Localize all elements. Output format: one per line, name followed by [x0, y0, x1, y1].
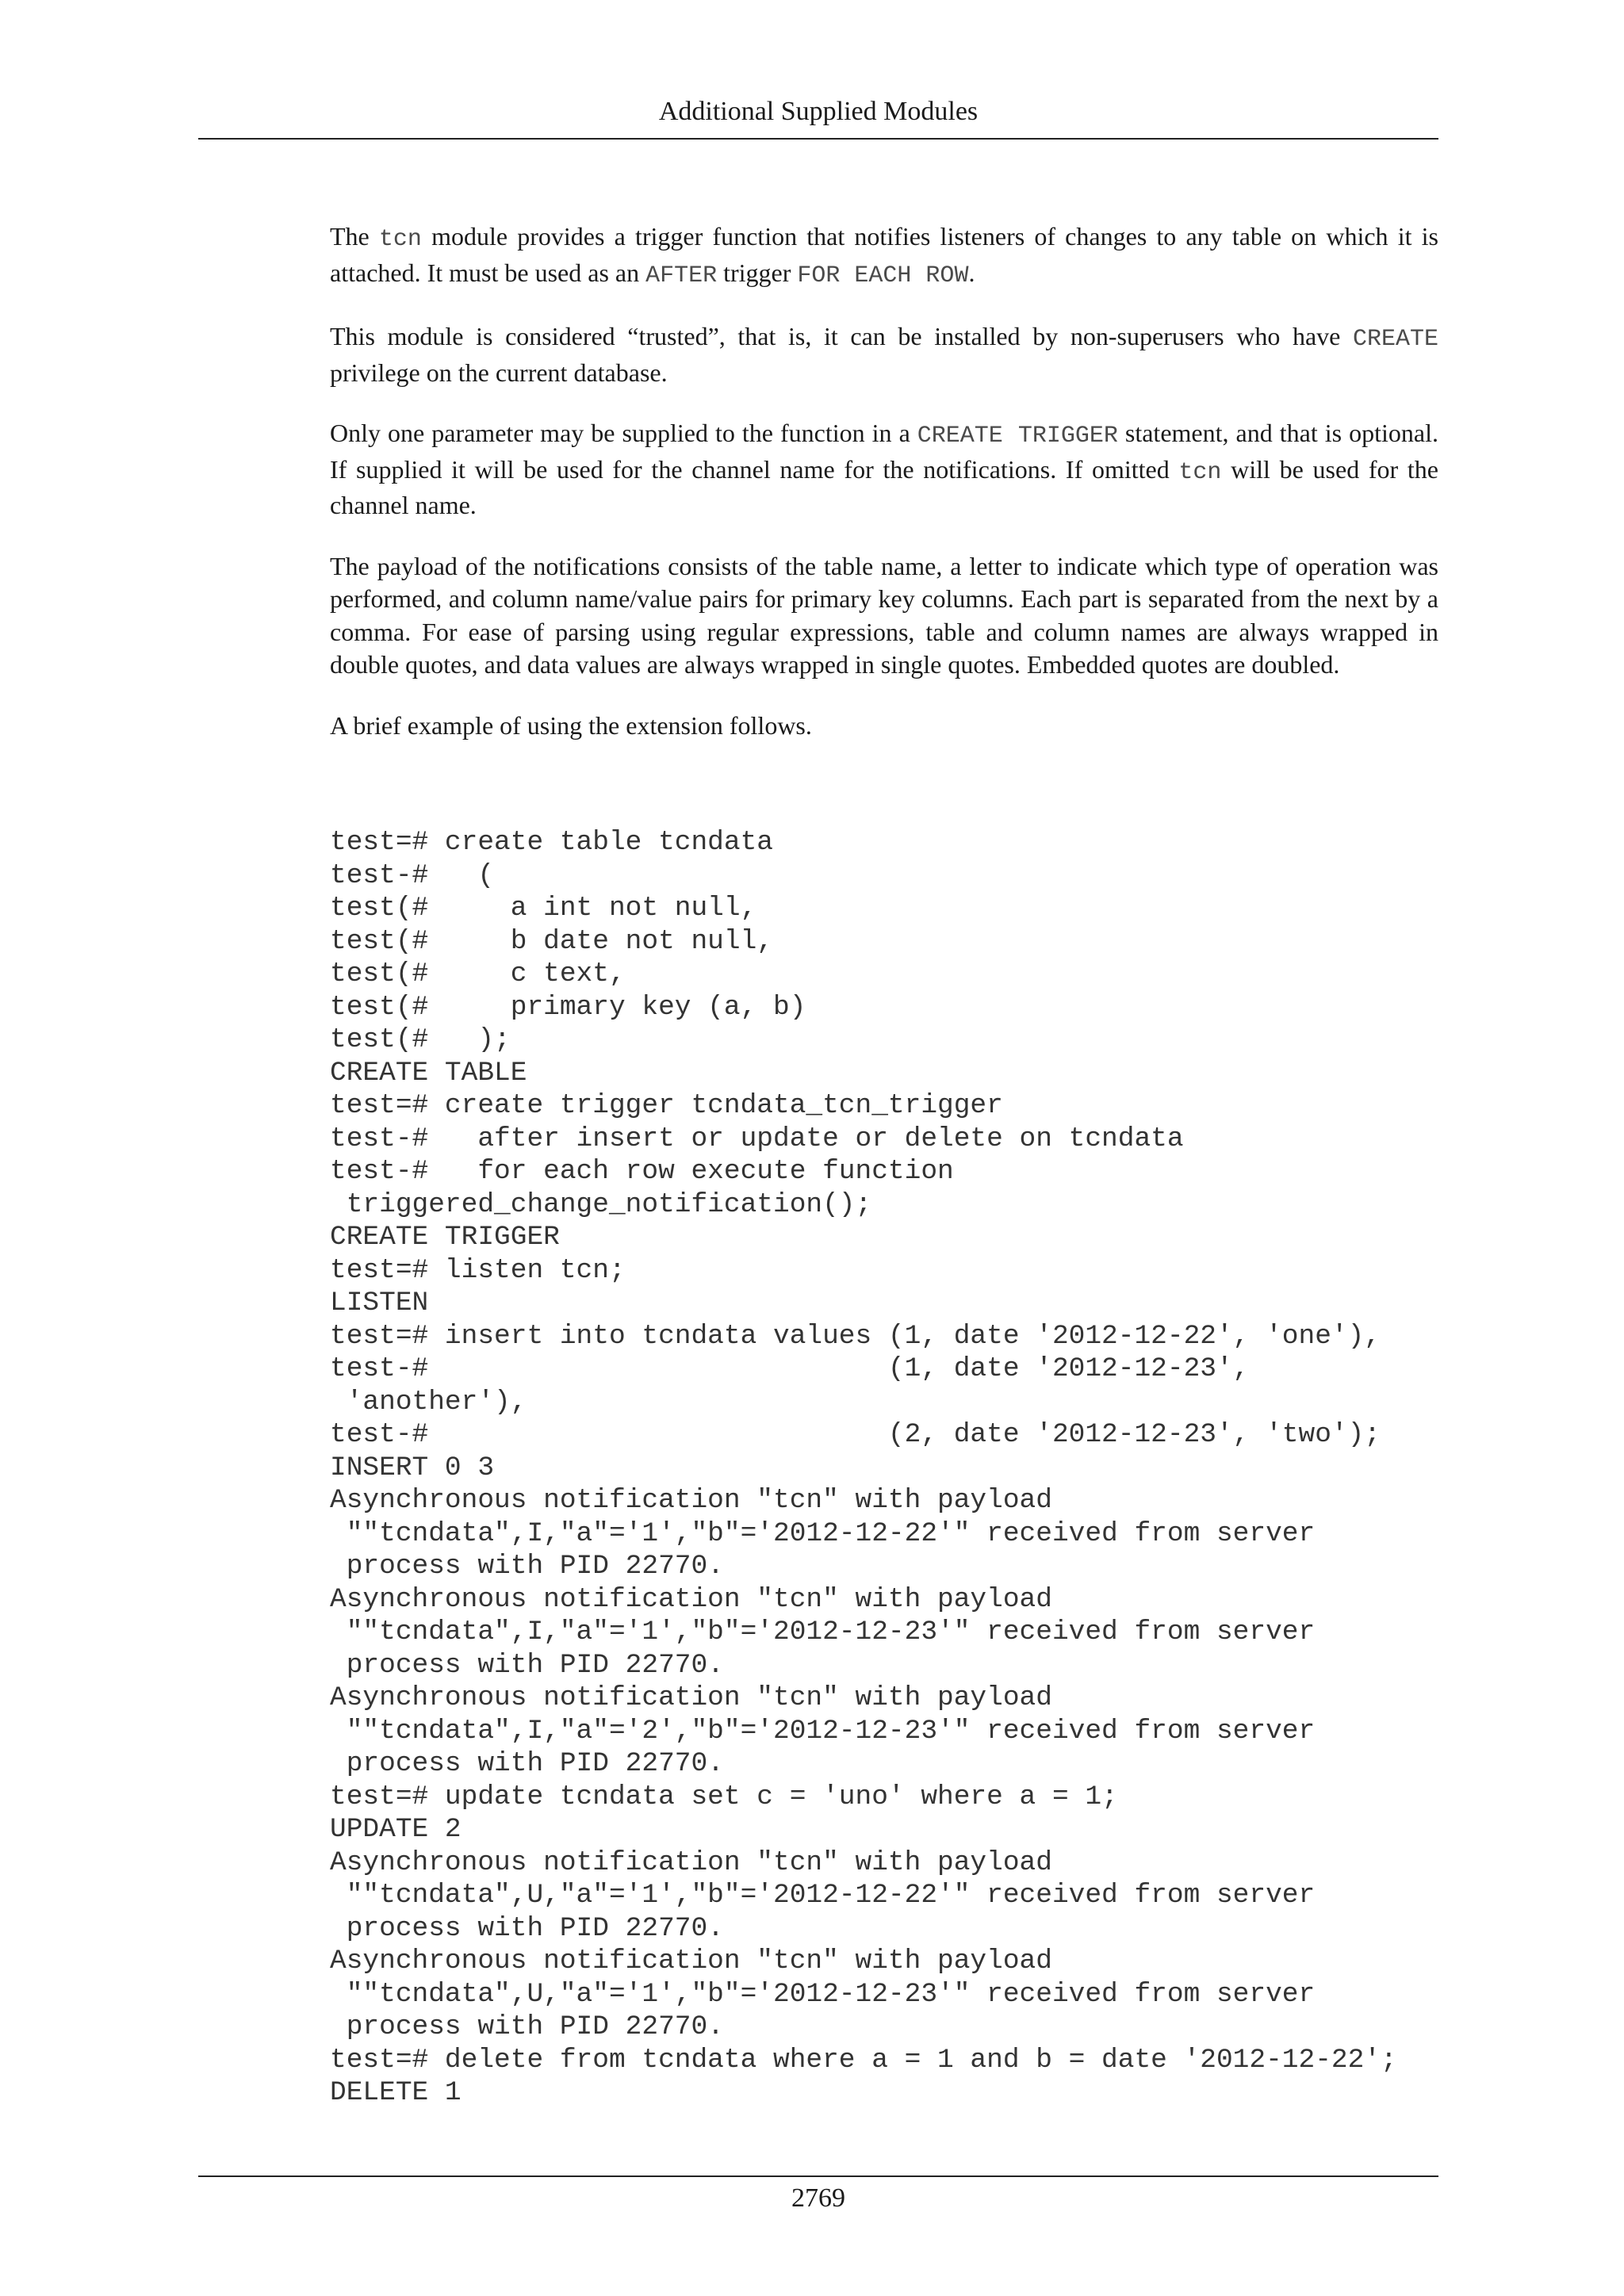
text-span: will be used for the channel name. — [330, 454, 1439, 519]
paragraph-intro — [330, 220, 1438, 293]
text-span: This module is considered “trusted”, that is, it can be installed by non-superusers who have — [330, 322, 1353, 350]
text-span: trigger — [717, 258, 798, 287]
inline-code-tcn: tcn — [1178, 458, 1222, 486]
body-text — [330, 220, 1438, 742]
paragraph-trusted — [330, 320, 1438, 389]
paragraph-parameter — [330, 417, 1438, 522]
text-span: The — [330, 222, 379, 251]
text-span: The payload of the notifications consists of the table name, a letter to indicate which type of operation was performed, and column name/value pairs for primary key columns. Each part is separated from the next by a comma. For ease of parsing using regular expressions, table and column names are always wrapped in double quotes, and data values are always wrapped in single quotes. Embedded quotes are doubled. — [330, 551, 1438, 679]
paragraph-payload — [330, 550, 1438, 682]
inline-code-create-trigger: CREATE TRIGGER — [917, 423, 1118, 450]
inline-code-for-each-row: FOR EACH ROW — [797, 262, 969, 289]
running-header: Additional Supplied Modules — [658, 97, 979, 126]
text-span: module provides a trigger function that notifies listeners of changes to any table on which it is attached. It must be used as an — [330, 222, 1439, 287]
paragraph-example-intro — [330, 710, 1438, 743]
text-span: . — [968, 258, 975, 287]
page-number: 2769 — [791, 2183, 845, 2213]
text-span: statement, and that is optional. If supplied it will be used for the channel name for the notifications. If omitted — [330, 419, 1438, 484]
footer-rule — [198, 2175, 1438, 2177]
header-rule — [198, 138, 1438, 140]
text-span: A brief example of using the extension follows. — [330, 710, 812, 740]
text-span: Only one parameter may be supplied to the function in a — [330, 419, 917, 447]
inline-code-create: CREATE — [1352, 326, 1438, 353]
inline-code-after: AFTER — [645, 262, 718, 289]
code-example: test=# create table tcndata test-# ( test(# a int not null, test(# b date not null, test(# c text, test(# primary key (a, b) test(# ); CREATE TABLE test=# create trigger tcndata_tcn_trigger test-# after insert or update or delete on tcndata test-# for each row execute function triggered_change_notification(); CREATE TRIGGER test=# listen tcn; LISTEN test=# insert into tcndata values (1, date '2012-12-22', 'one'), test-# (1, date '2012-12-23', 'another'), test-# (2, date '2012-12-23', 'two'); INSERT 0 3 Asynchronous notification "tcn" with payload ""tcndata",I,"a"='1',"b"='2012-12-22'" received from server process with PID 22770. Asynchronous notification "tcn" with payload ""tcndata",I,"a"='1',"b"='2012-12-23'" received from server process with PID 22770. Asynchronous notification "tcn" with payload ""tcndata",I,"a"='2',"b"='2012-12-23'" received from server process with PID 22770. test=# update tcndata set c = 'uno' where a = 1; UPDATE 2 Asynchronous notification "tcn" with payload ""tcndata",U,"a"='1',"b"='2012-12-22'" received from server process with PID 22770. Asynchronous notification "tcn" with payload ""tcndata",U,"a"='1',"b"='2012-12-23'" received from server process with PID 22770. test=# delete from tcndata where a = 1 and b = date '2012-12-22'; DELETE 1 — [330, 827, 1397, 2108]
inline-code-tcn: tcn — [378, 226, 422, 253]
text-span: privilege on the current database. — [330, 358, 668, 387]
